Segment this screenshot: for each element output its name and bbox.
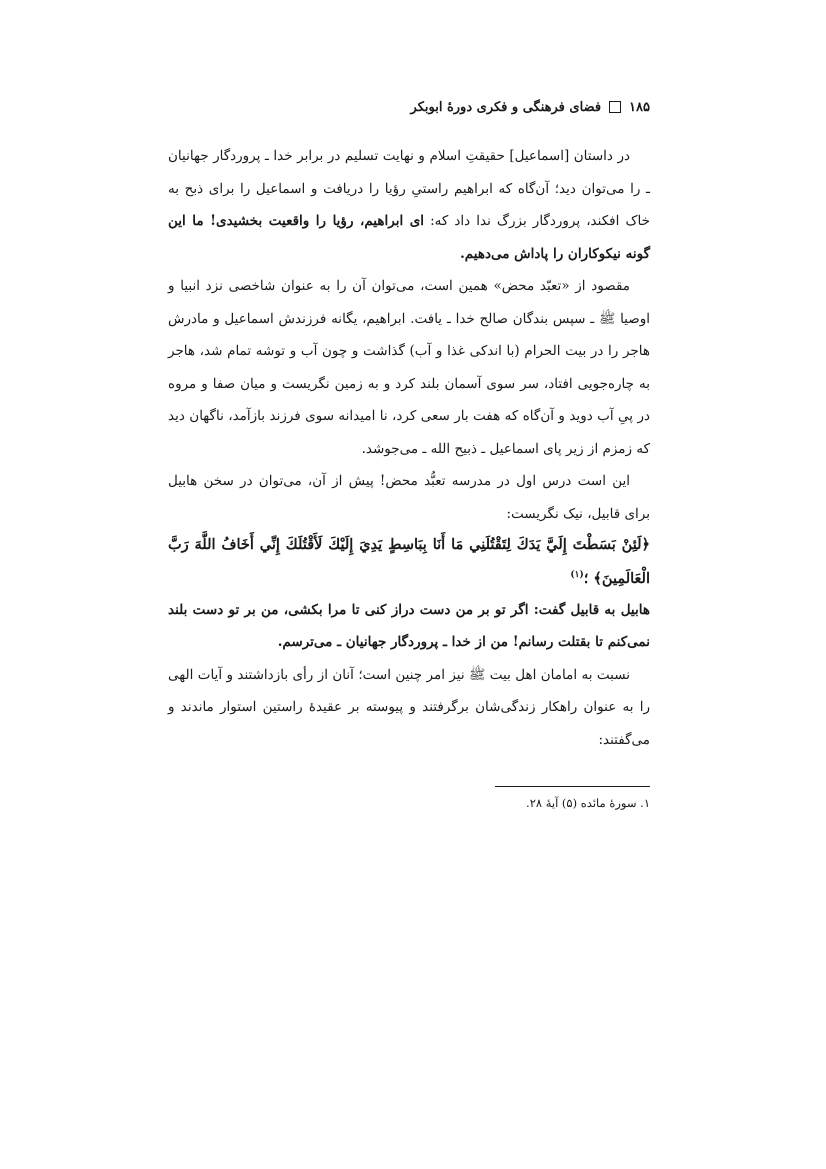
paragraph: مقصود از «تعبّد محض» همین است، می‌توان آن را به عنوان شاخصی نزد انبیا و اوصیا ﷺ ـ سپس بندگان صالح خدا ـ یافت. ابراهیم، یگانه فرزندش اسماعیل و مادرش هاجر را در بیت الحرام (با اندکی غذا و آب) گذاشت و چون آب و توشه تمام شد، هاجر به چاره‌جویی افتاد، سر سوی آسمان بلند کرد و به زمین نگریست و میان صفا و مروه در پیِ آب دوید و آن‌گاه که هفت بار سعی کرد، نا امیدانه سوی فرزند بازآمد، ناگهان دید که زمزم از زیر پای اسماعیل ـ ذبیح الله ـ می‌جوشد. <box>168 278 650 457</box>
quran-verse <box>168 530 650 594</box>
footnote-divider <box>495 786 650 787</box>
paragraph <box>168 140 650 270</box>
footnote-ref: (۱) <box>570 570 584 580</box>
quran-verse-text: ﴿لَئِنْ بَسَطْتَ إِلَيَّ يَدَكَ لِتَقْتُلَنِي مَا أَنَا بِبَاسِطٍ يَدِيَ إِلَيْكَ لَأَقْتُلَكَ إِنِّي أَخَافُ اللَّهَ رَبَّ الْعَالَمِينَ﴾ <box>168 536 650 587</box>
verse-translation: هابیل به قابیل گفت: اگر تو بر من دست دراز کنی تا مرا بکشی، من بر تو دست بلند نمی‌کنم تا بقتلت رسانم! من از خدا ـ پروردگار جهانیان ـ می‌ترسم. <box>168 601 650 651</box>
chapter-title: فضای فرهنگی و فکری دورهٔ ابوبکر <box>410 99 602 115</box>
main-text <box>168 140 650 756</box>
quran-verse-end: ؛ <box>583 569 589 587</box>
paragraph: این است درس اول در مدرسه تعبُّد محض! پیش از آن، می‌توان در سخن هابیل برای قابیل، نیک نگریست: <box>168 473 650 522</box>
bold-quote: ای ابراهیم، رؤیا را واقعیت بخشیدی! ما این گونه نیکوکاران را پاداش می‌دهیم. <box>168 213 650 262</box>
page <box>168 92 650 813</box>
paragraph-text: در داستان [اسماعیل] حقیقتِ اسلام و نهایت تسلیم در برابر خدا ـ پروردگار جهانیان ـ را می‌توان دید؛ آن‌گاه که ابراهیم راستیِ رؤیا را دریافت و اسماعیل را برای ذبح به خاک افکند، پروردگار بزرگ ندا داد که: <box>168 148 650 229</box>
paragraph: نسبت به امامان اهل بیت ﷺ نیز امر چنین است؛ آنان از رأی بازداشتند و آیات الهی را به عنوان راهکار زندگی‌شان برگرفتند و پیوسته بر عقیدهٔ راستین استوار ماندند و می‌گفتند: <box>168 666 650 748</box>
square-icon <box>609 101 621 113</box>
page-number: ۱۸۵ <box>629 99 650 115</box>
running-header <box>168 92 650 122</box>
footnote: ۱. سورهٔ مائده (۵) آیهٔ ۲۸. <box>526 796 650 811</box>
